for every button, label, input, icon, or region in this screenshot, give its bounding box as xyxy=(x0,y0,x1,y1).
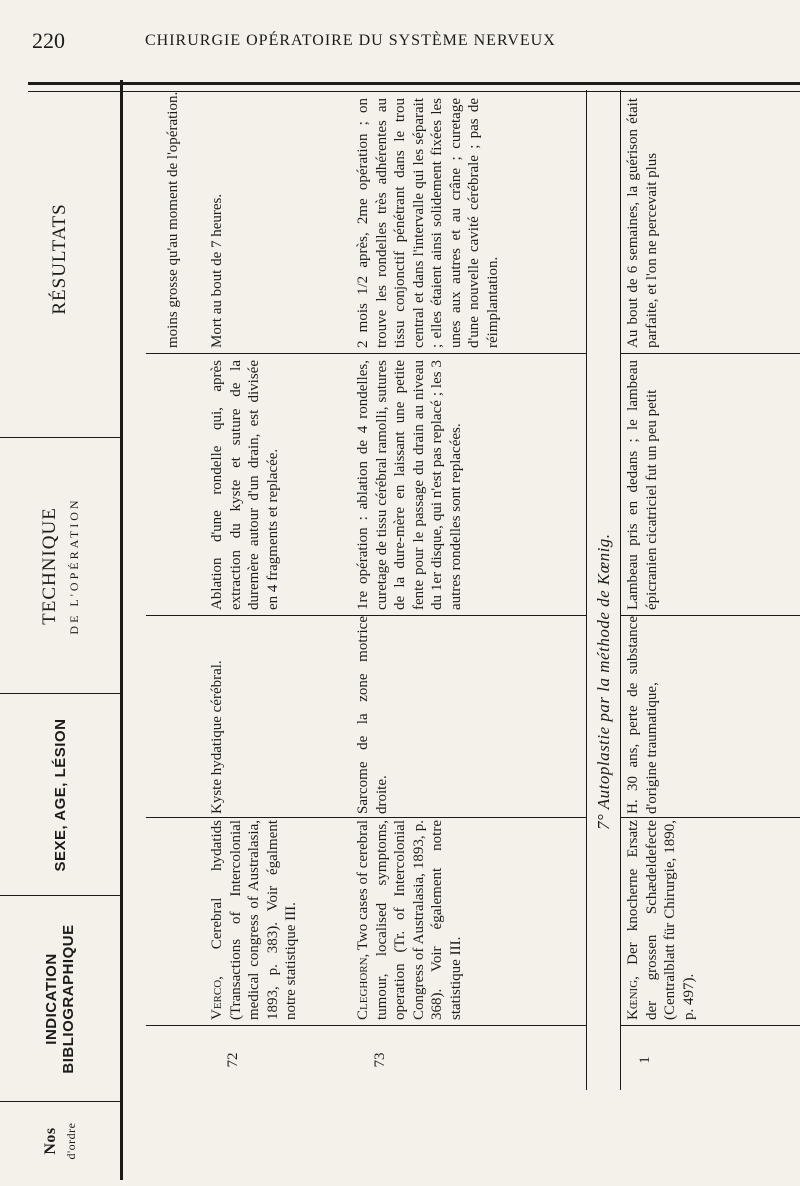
body-col-divider xyxy=(146,353,586,354)
row-72-biblio xyxy=(208,820,301,1020)
body-col-divider xyxy=(620,817,800,818)
row-s2-1-biblio-text: , Der knocherne Ersatz der grossen Schædeldefecte (Centralblatt für Chirurgie, 1890, p. 497). xyxy=(625,820,697,1020)
row-72-biblio-text: , Cerebral hydatids (Transactions of Intercolonial medical congress of Australasia, 1893, p. 383). Voir égalment notre statistique III. xyxy=(209,820,299,1020)
body-col-divider xyxy=(620,1025,800,1026)
header-technique-line1: TECHNIQUE xyxy=(38,507,60,625)
row-72-author: Verco xyxy=(209,979,225,1020)
section2-rule xyxy=(620,90,621,1090)
row-73-resultats: 2 mois 1/2 après, 2me opération ; on trouve les rondelles très adhérentes au tissu conjonctif pénétrant dans le trou central et dans l'intervalle qui les séparait ; elles étaient ainsi solidement fixées les unes aux autres et au crâne ; curetage d'une nouvelle cavité cérébrale ; pas de réimplantation. xyxy=(355,98,501,348)
header-biblio: INDICATION BIBLIOGRAPHIQUE xyxy=(0,895,120,1102)
row-73-biblio-text: , Two cases of cerebral tumour, localised symptoms, operation (Tr. of Intercolonial Congress of Australasia, 1893, p. 368). Voir également notre statistique III. xyxy=(355,820,464,1020)
row-73-sexe: Sarcome de la zone motrice droite. xyxy=(355,616,390,814)
row-72-resultats: Mort au bout de 7 heures. xyxy=(209,193,225,348)
row-s2-1-technique: Lambeau pris en dedans ; le lambeau épicranien cicatriciel fut un peu petit xyxy=(625,360,660,610)
row-73-author: Cleghorn xyxy=(355,957,371,1020)
header-num-line1: Nos xyxy=(41,1127,59,1155)
section-rule xyxy=(586,90,587,1090)
row-s2-1-num: 1 xyxy=(637,1056,653,1064)
cont-resultats: moins grosse qu'au moment de l'opération. xyxy=(165,91,181,348)
running-title: CHIRURGIE OPÉRATOIRE DU SYSTÈME NERVEUX xyxy=(145,32,556,49)
body-col-divider xyxy=(146,1025,586,1026)
row-s2-1-author: Kœnig xyxy=(625,979,641,1020)
spacer xyxy=(202,90,203,1090)
row-72-num: 72 xyxy=(225,1052,241,1068)
row-72-sexe: Kyste hydatique cérébral. xyxy=(209,660,225,814)
rotated-body xyxy=(146,90,800,1090)
row-s2-1-biblio xyxy=(624,820,698,1020)
header-resultats: RÉSULTATS xyxy=(49,203,70,315)
body-col-divider xyxy=(146,615,586,616)
row-72-technique: Ablation d'une rondelle qui, après extraction du kyste et suture de la duremère autour d'un drain, est divisée en 4 fragments et replacée. xyxy=(209,360,281,610)
row-73-technique: 1re opération : ablation de 4 rondelles, curetage de tissu cérébral ramolli, sutures de la dure-mère en laissant une petite fente pour le passage du drain au niveau du 1er disque, qui n'est pas replacé ; les 3 autres rondelles sont replacées. xyxy=(355,360,464,610)
header-sexe: SEXE, AGE, LÉSION xyxy=(0,693,120,896)
section-title: 7° Autoplastie par la méthode de Kœnig. xyxy=(594,533,613,830)
body-col-divider xyxy=(620,353,800,354)
row-s2-1-sexe: H. 30 ans, perte de substance d'origine traumatique, xyxy=(625,616,660,814)
body-col-divider xyxy=(146,817,586,818)
row-73-num: 73 xyxy=(372,1052,388,1068)
header-technique-line2: DE L'OPÉRATION xyxy=(66,497,81,635)
row-73-biblio xyxy=(354,820,465,1020)
page-number: 220 xyxy=(32,28,65,53)
body-col-divider xyxy=(620,615,800,616)
header-num-line2: d'ordre xyxy=(63,1122,78,1160)
row-s2-1-resultats: Au bout de 6 semaines, la guérison était parfaite, et l'on ne percevait plus xyxy=(625,98,660,348)
